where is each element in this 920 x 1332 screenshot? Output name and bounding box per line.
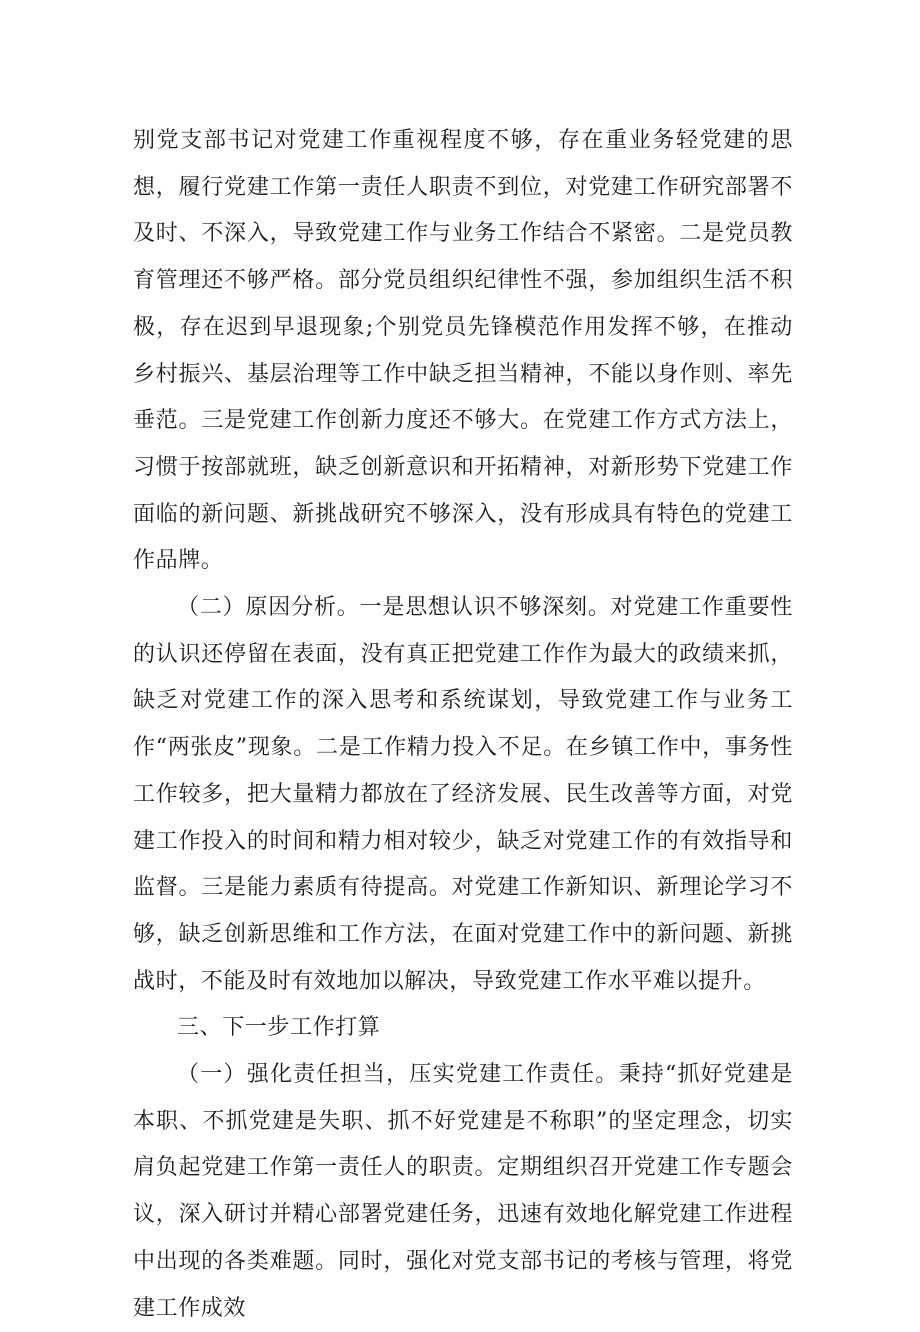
paragraph-strengthen-responsibility: （一）强化责任担当，压实党建工作责任。秉持“抓好党建是本职、不抓党建是失职、抓不好党建是不称职”的坚定理念，切实肩负起党建工作第一责任人的职责。定期组织召开党建工作专题会议，深入研讨并精心部署党建任务，迅速有效地化解党建工作进程中出现的各类难题。同时，强化对党支部书记的考核与管理，将党建工作成效 bbox=[133, 1062, 793, 1321]
paragraph-problems-continued: 别党支部书记对党建工作重视程度不够，存在重业务轻党建的思想，履行党建工作第一责任人职责不到位，对党建工作研究部署不及时、不深入，导致党建工作与业务工作结合不紧密。二是党员教育管理还不够严格。部分党员组织纪律性不强，参加组织生活不积极，存在迟到早退现象;个别党员先锋模范作用发挥不够，在推动乡村振兴、基层治理等工作中缺乏担当精神，不能以身作则、率先垂范。三是党建工作创新力度还不够大。在党建工作方式方法上，习惯于按部就班，缺乏创新意识和开拓精神，对新形势下党建工作面临的新问题、新挑战研究不够深入，没有形成具有特色的党建工作品牌。 bbox=[133, 128, 793, 574]
document-body bbox=[133, 118, 793, 1332]
paragraph-cause-analysis: （二）原因分析。一是思想认识不够深刻。对党建工作重要性的认识还停留在表面，没有真正把党建工作作为最大的政绩来抓，缺乏对党建工作的深入思考和系统谋划，导致党建工作与业务工作“两张皮”现象。二是工作精力投入不足。在乡镇工作中，事务性工作较多，把大量精力都放在了经济发展、民生改善等方面，对党建工作投入的时间和精力相对较少，缺乏对党建工作的有效指导和监督。三是能力素质有待提高。对党建工作新知识、新理论学习不够，缺乏创新思维和工作方法，在面对党建工作中的新问题、新挑战时，不能及时有效地加以解决，导致党建工作水平难以提升。 bbox=[133, 595, 793, 994]
section-heading-next-steps: 三、下一步工作打算 bbox=[177, 1015, 381, 1041]
